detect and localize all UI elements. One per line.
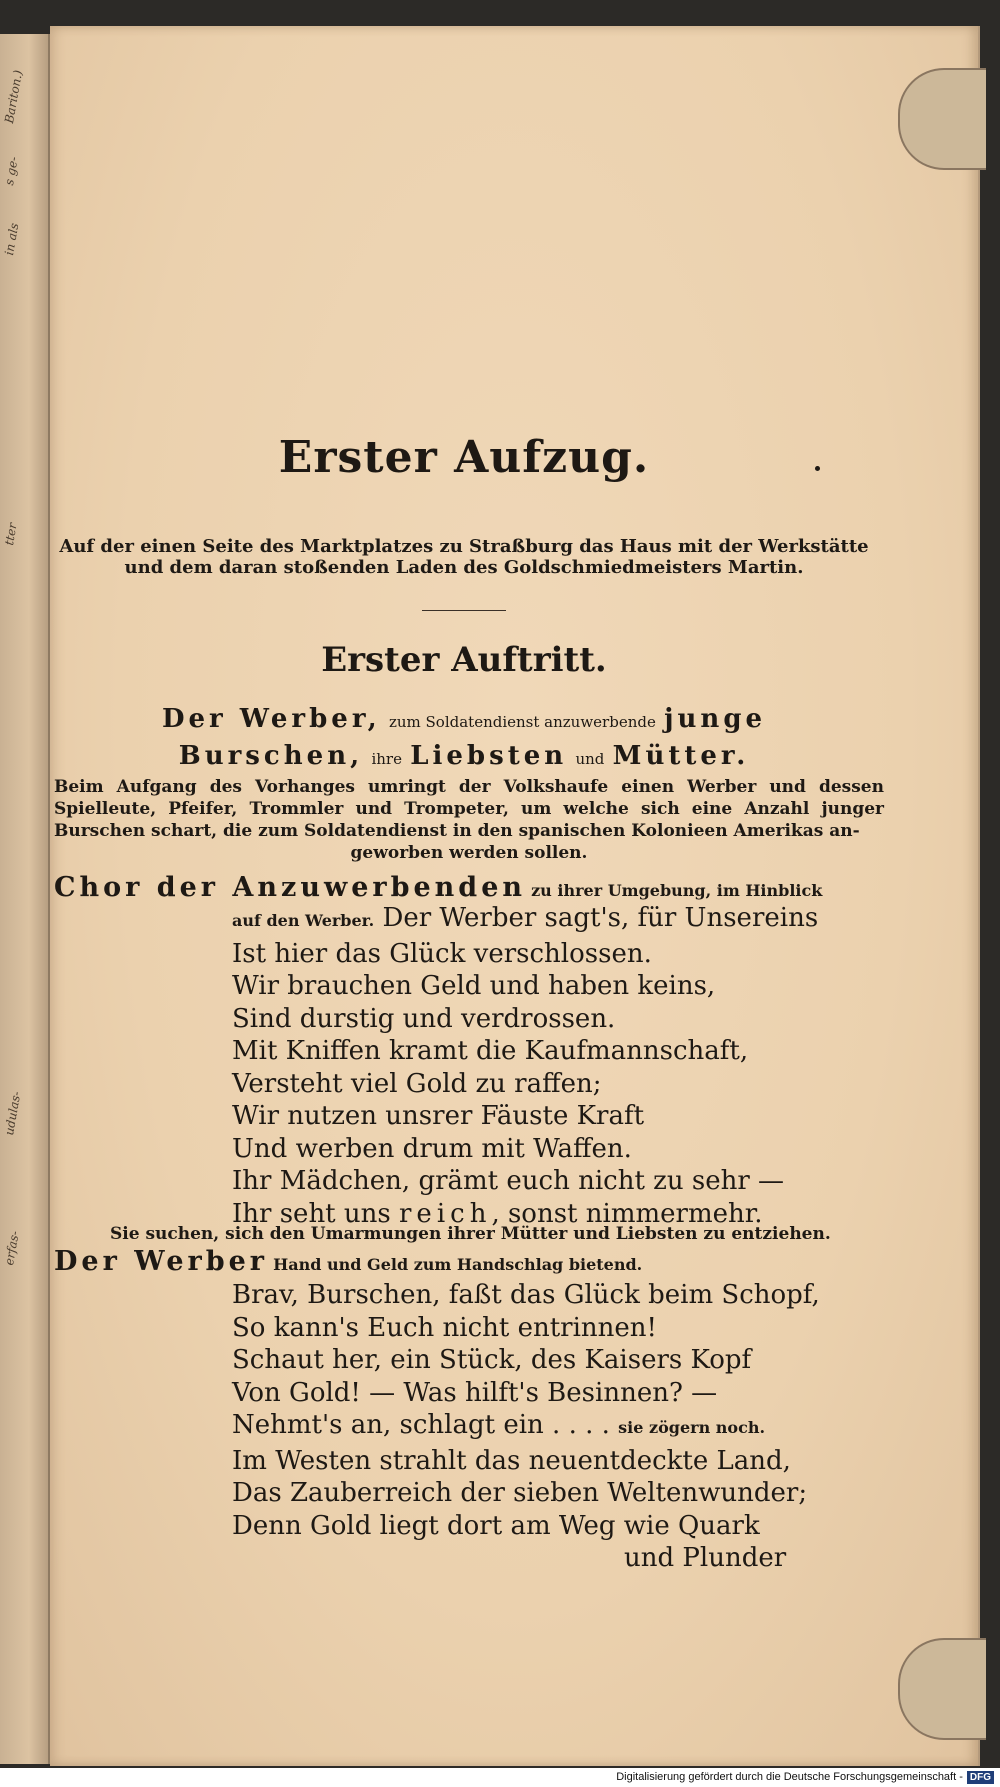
verse-line: Mit Kniffen kramt die Kaufmannschaft, xyxy=(232,1036,749,1066)
margin-fragment: Bariton.) xyxy=(2,68,26,125)
verse-line: Brav, Burschen, faßt das Glück beim Schopf, xyxy=(232,1280,820,1310)
speaker-werber: Der Werber xyxy=(54,1246,269,1277)
digitization-footer xyxy=(0,1768,1000,1787)
chorus-direction: zu ihrer Umgebung, im Hinblick xyxy=(531,881,823,900)
werber-direction: Hand und Geld zum Handschlag bietend. xyxy=(273,1255,643,1274)
stage-line: Spielleute, Pfeifer, Trommler und Trompeter, um welche sich eine Anzahl junger xyxy=(54,799,884,819)
speaker-chorus: Chor der Anzuwerbenden xyxy=(54,872,526,903)
stage-line: geworben werden sollen. xyxy=(350,843,588,863)
verse-line: Sind durstig und verdrossen. xyxy=(232,1003,616,1034)
cast-note: und xyxy=(575,750,605,768)
margin-fragment: erfas- xyxy=(2,1229,22,1267)
chorus-verse xyxy=(232,902,818,1230)
page-content xyxy=(50,26,978,1766)
cast-liebsten: Liebsten xyxy=(410,741,568,771)
verse-line: Wir nutzen unsrer Fäuste Kraft xyxy=(232,1101,645,1131)
cast-werber: Der Werber, xyxy=(161,704,381,734)
verse-line: Im Westen strahlt das neuentdeckte Land, xyxy=(232,1445,791,1476)
chorus-heading xyxy=(54,872,894,903)
cast-note: zum Soldatendienst anzuwerbende xyxy=(388,713,656,731)
werber-heading xyxy=(54,1246,642,1277)
verse-line: So kann's Euch nicht entrinnen! xyxy=(232,1312,658,1343)
book-page xyxy=(50,26,980,1766)
verse-text: und Plunder xyxy=(624,1543,787,1573)
margin-fragment: s ge- xyxy=(2,155,21,187)
dfg-logo: DFG xyxy=(967,1771,994,1784)
verse-line xyxy=(232,1542,820,1575)
emphasis-reich: reich xyxy=(399,1198,492,1229)
facing-page-edge xyxy=(0,34,50,1764)
speck xyxy=(815,466,820,471)
cast-burschen: Burschen, xyxy=(178,741,364,771)
stage-direction-2: Sie suchen, sich den Umarmungen ihrer Mütter und Liebsten zu entziehen. xyxy=(110,1224,831,1244)
verse-line: Wir brauchen Geld und haben keins, xyxy=(232,971,716,1001)
verse-line: Denn Gold liegt dort am Weg wie Quark xyxy=(232,1510,760,1541)
act-title: Erster Aufzug. xyxy=(278,432,650,483)
cast-junge: junge xyxy=(664,704,767,734)
cast-note: ihre xyxy=(371,750,402,768)
margin-fragment: in als xyxy=(2,221,22,257)
setting-description xyxy=(50,536,878,578)
verse-line: Das Zauberreich der sieben Weltenwunder; xyxy=(232,1478,808,1508)
margin-fragment: tter xyxy=(2,521,20,547)
verse-line: Von Gold! — Was hilft's Besinnen? — xyxy=(232,1377,718,1408)
stage-direction xyxy=(54,776,884,864)
verse-line: Versteht viel Gold zu raffen; xyxy=(232,1068,602,1099)
margin-fragment: udulas- xyxy=(2,1090,24,1137)
verse-line: Und werben drum mit Waffen. xyxy=(232,1133,632,1164)
verse-text: Der Werber sagt's, für Unsereins xyxy=(382,903,819,933)
footer-text: Digitalisierung gefördert durch die Deutsche Forschungsgemeinschaft - xyxy=(616,1771,963,1783)
verse-text: , sonst nimmermehr. xyxy=(491,1198,763,1229)
werber-aside: sie zögern noch. xyxy=(618,1418,766,1437)
stage-line: Burschen schart, die zum Soldatendienst in den spanischen Kolonieen Amerikas an- xyxy=(54,821,860,841)
cast-muetter: Mütter. xyxy=(612,741,750,771)
cast-list xyxy=(50,702,878,776)
verse-line: Schaut her, ein Stück, des Kaisers Kopf xyxy=(232,1345,752,1375)
verse-text: Ihr seht uns xyxy=(232,1198,399,1229)
werber-verse xyxy=(232,1279,820,1575)
setting-line: Auf der einen Seite des Marktplatzes zu Straßburg das Haus mit der Werkstätte xyxy=(59,536,869,557)
divider-rule xyxy=(422,610,506,611)
stage-line: Beim Aufgang des Vorhanges umringt der Volkshaufe einen Werber und dessen xyxy=(54,777,884,797)
verse-line: Ist hier das Glück verschlossen. xyxy=(232,938,652,969)
verse-line: Ihr Mädchen, grämt euch nicht zu sehr — xyxy=(232,1166,785,1196)
chorus-direction: auf den Werber. xyxy=(232,911,375,930)
verse-line xyxy=(232,1409,820,1445)
scene-title: Erster Auftritt. xyxy=(321,640,607,680)
verse-line xyxy=(232,902,818,938)
verse-text: Nehmt's an, schlagt ein . . . . xyxy=(232,1410,610,1440)
setting-line: und dem daran stoßenden Laden des Goldschmiedmeisters Martin. xyxy=(124,557,804,578)
